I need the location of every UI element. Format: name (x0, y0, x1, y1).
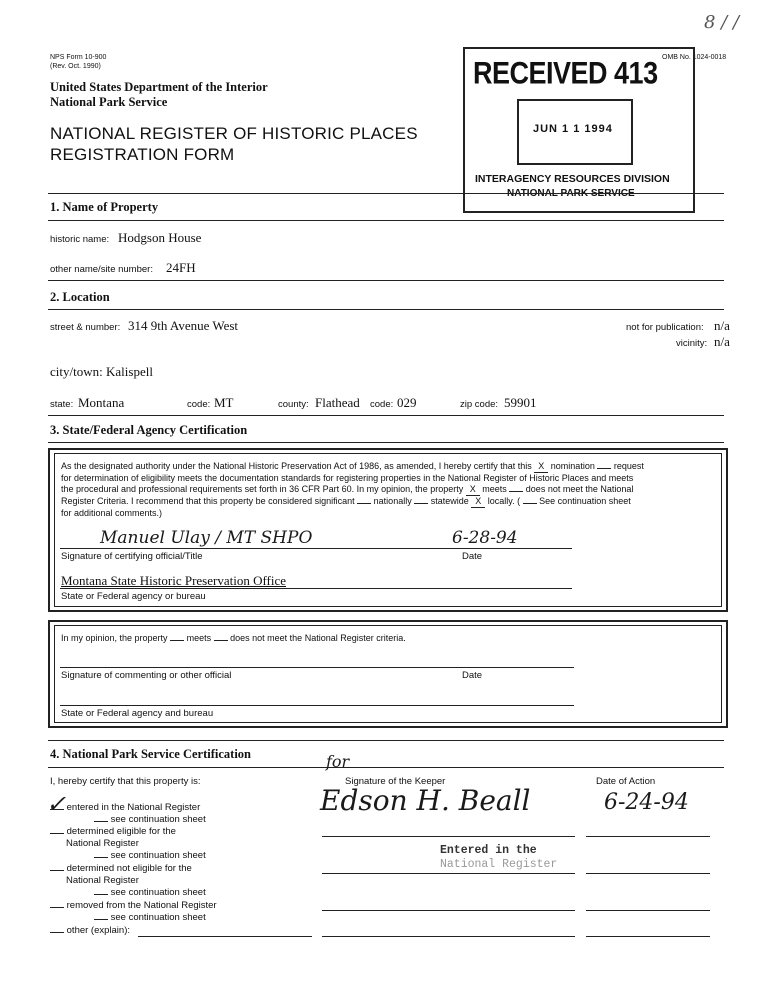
eligible-checkbox[interactable] (50, 833, 64, 834)
cert-text-line3: the procedural and professional requirements set forth in 36 CFR Part 60. In my opinion, the property (61, 484, 464, 494)
county-code-label: code: (370, 399, 394, 410)
form-revision: (Rev. Oct. 1990) (50, 63, 101, 70)
section4-top-rule (48, 740, 724, 741)
agency-value: Montana State Historic Preservation Office (61, 573, 287, 588)
historic-name-value: Hodgson House (118, 230, 202, 245)
opinion-meets-label: meets (186, 633, 212, 643)
county-value: Flathead (315, 395, 360, 410)
cert-statewide-label: statewide (430, 496, 469, 506)
section1-top-rule (48, 193, 724, 194)
cert-request-label: request (613, 461, 644, 471)
statewide-checkbox[interactable] (414, 503, 428, 504)
commenting-date-label: Date (462, 670, 483, 681)
option-see3-label: see continuation sheet (110, 887, 206, 898)
see4-checkbox[interactable] (94, 919, 108, 920)
option-not-eligible-line2: National Register (66, 875, 139, 886)
omb-number: OMB No. 1024-0018 (662, 54, 727, 61)
opinion-text (61, 633, 406, 644)
option-removed[interactable] (50, 900, 217, 911)
county-label: county: (278, 399, 309, 410)
date-of-action-label: Date of Action (596, 776, 656, 787)
received-stamp-title: RECEIVED 413 (473, 56, 658, 91)
other-checkbox[interactable] (50, 932, 64, 933)
agency-label: State or Federal agency or bureau (61, 591, 206, 602)
request-checkbox[interactable] (597, 468, 611, 469)
section1-bottom-rule (48, 280, 724, 281)
city-value: Kalispell (106, 364, 153, 379)
keeper-signature-label: Signature of the Keeper (345, 776, 446, 787)
corner-handwritten-mark: 8 / / (704, 12, 740, 33)
nationally-checkbox[interactable] (357, 503, 371, 504)
stamp-date: JUN 1 1 1994 (533, 123, 613, 135)
other-name-label: other name/site number: (50, 264, 153, 275)
cert-does-not-meet-label: does not meet the National (525, 484, 634, 494)
agency-line (60, 588, 572, 589)
keeper-for-mark: for (326, 752, 350, 771)
street-label: street & number: (50, 322, 121, 333)
action-line-3 (586, 910, 710, 911)
option-entered-label: entered in the National Register (66, 802, 201, 813)
option-see4-label: see continuation sheet (110, 912, 206, 923)
state-label: state: (50, 399, 74, 410)
form-title-line2: REGISTRATION FORM (50, 145, 235, 164)
section4-title-rule (48, 767, 724, 768)
keeper-line-4 (322, 936, 575, 937)
entered-checkbox[interactable] (50, 809, 64, 810)
certifying-signature-label: Signature of certifying official/Title (61, 551, 203, 562)
opinion-meets-checkbox[interactable] (170, 640, 184, 641)
see2-checkbox[interactable] (94, 857, 108, 858)
option-see1-label: see continuation sheet (110, 814, 206, 825)
entered-check-mark: ✓ (46, 790, 67, 818)
option-see2[interactable] (94, 850, 206, 861)
vicinity-value: n/a (714, 334, 730, 349)
cert-nomination-label: nomination (550, 461, 595, 471)
other-explain-line (138, 936, 312, 937)
option-eligible-label: determined eligible for the (66, 826, 176, 837)
see1-checkbox[interactable] (94, 821, 108, 822)
section1-title-rule (48, 220, 724, 221)
form-number: NPS Form 10-900 (50, 54, 107, 61)
certify-text: I, hereby certify that this property is: (50, 776, 201, 787)
see3-checkbox[interactable] (94, 894, 108, 895)
state-code-label: code: (187, 399, 211, 410)
section2-bottom-rule (48, 415, 724, 416)
option-see4[interactable] (94, 912, 206, 923)
stamp-date-box (517, 99, 633, 165)
not-eligible-checkbox[interactable] (50, 870, 64, 871)
other-name-value: 24FH (166, 260, 196, 275)
stamp-service: NATIONAL PARK SERVICE (507, 188, 635, 199)
action-line-4 (586, 936, 710, 937)
historic-name-label: historic name: (50, 234, 110, 245)
state-value: Montana (78, 395, 125, 410)
not-for-publication-value: n/a (714, 318, 730, 333)
locally-checkbox[interactable]: X (471, 496, 485, 508)
does-not-meet-checkbox[interactable] (509, 491, 523, 492)
opinion-not-meet-checkbox[interactable] (214, 640, 228, 641)
form-title-line1: NATIONAL REGISTER OF HISTORIC PLACES (50, 124, 418, 143)
certifying-date-label: Date (462, 551, 483, 562)
keeper-line-1 (322, 836, 575, 837)
option-eligible-line2: National Register (66, 838, 139, 849)
certifying-signature: Manuel Ulay / MT SHPO (100, 528, 313, 548)
street-value: 314 9th Avenue West (128, 318, 239, 333)
cert-meets-label: meets (482, 484, 507, 494)
section2-title-rule (48, 309, 724, 310)
stamp-division: INTERAGENCY RESOURCES DIVISION (475, 173, 670, 185)
cert-continuation-label: See continuation sheet (539, 496, 631, 506)
opinion-text-a: In my opinion, the property (61, 633, 168, 643)
entered-stamp-line2: National Register (440, 858, 558, 871)
section3-title: 3. State/Federal Agency Certification (50, 423, 248, 437)
keeper-line-2 (322, 873, 575, 874)
option-not-eligible[interactable] (50, 863, 192, 874)
cert-nationally-label: nationally (373, 496, 412, 506)
keeper-signature: Edson H. Beall (320, 784, 531, 817)
cert-text-line4: Register Criteria. I recommend that this property be considered significant (61, 496, 355, 506)
section2-title: 2. Location (50, 290, 110, 304)
keeper-line-3 (322, 910, 575, 911)
city-label: city/town: (50, 364, 103, 379)
certifying-signature-line (60, 548, 572, 549)
commenting-agency-label: State or Federal agency and bureau (61, 708, 214, 719)
cert-text-line1: As the designated authority under the National Historic Preservation Act of 1986, as amended, I hereby certify that this (61, 461, 532, 471)
meets-checkbox[interactable]: X (466, 484, 480, 496)
option-other[interactable] (50, 925, 130, 936)
not-for-publication-label: not for publication: (626, 322, 704, 333)
commenting-agency-line (60, 705, 574, 706)
department-name: United States Department of the Interior (50, 80, 268, 94)
received-stamp (463, 47, 695, 213)
cert-text-line5: for additional comments.) (61, 508, 163, 518)
option-not-eligible-label: determined not eligible for the (66, 863, 192, 874)
zip-label: zip code: (460, 399, 499, 410)
section1-title: 1. Name of Property (50, 200, 159, 214)
county-code-value: 029 (397, 395, 417, 410)
state-code-value: MT (214, 395, 234, 410)
entered-stamp-line1: Entered in the (440, 844, 537, 857)
zip-value: 59901 (504, 395, 537, 410)
section3-title-rule (48, 442, 724, 443)
option-see3[interactable] (94, 887, 206, 898)
date-of-action-value: 6-24-94 (604, 790, 689, 815)
option-other-label: other (explain): (66, 925, 131, 936)
nomination-checkbox[interactable]: X (534, 461, 548, 473)
certification-text (61, 461, 721, 519)
cert-continuation-checkbox[interactable] (523, 503, 537, 504)
option-removed-label: removed from the National Register (66, 900, 217, 911)
opinion-not-meet-label: does not meet the National Register criteria. (230, 633, 406, 643)
removed-checkbox[interactable] (50, 907, 64, 908)
vicinity-label: vicinity: (676, 338, 708, 349)
certifying-signature-date: 6-28-94 (452, 528, 518, 548)
option-see1[interactable] (94, 814, 206, 825)
option-see2-label: see continuation sheet (110, 850, 206, 861)
commenting-signature-line (60, 667, 574, 668)
option-entered[interactable] (50, 802, 200, 813)
service-name: National Park Service (50, 95, 168, 109)
cert-locally-label: locally. ( (487, 496, 521, 506)
section4-title: 4. National Park Service Certification (50, 747, 251, 761)
option-eligible[interactable] (50, 826, 176, 837)
cert-text-line2: for determination of eligibility meets the documentation standards for registering properties in the National Register of Historic Places and meets (61, 473, 634, 483)
action-line-2 (586, 873, 710, 874)
commenting-signature-label: Signature of commenting or other official (61, 670, 232, 681)
action-line-1 (586, 836, 710, 837)
